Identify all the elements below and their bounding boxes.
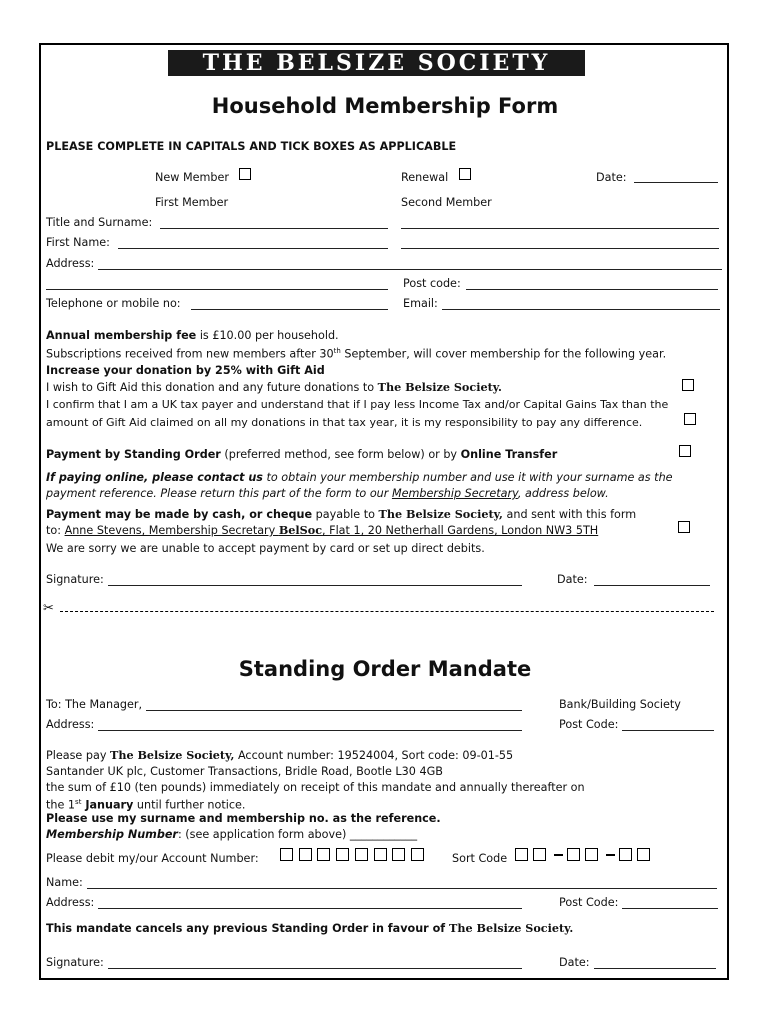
secretary-address-link[interactable] xyxy=(65,524,599,537)
cash-line xyxy=(46,508,636,521)
first-member-heading: First Member xyxy=(155,196,229,209)
society-name: The Belsize Society. xyxy=(377,380,502,394)
mandate-post-code-label: Post Code: xyxy=(559,718,619,731)
post-code-field[interactable] xyxy=(466,289,718,290)
mandate-address2-field[interactable] xyxy=(98,908,522,909)
address-label: Address: xyxy=(46,257,95,270)
title-surname-field-1[interactable] xyxy=(160,228,388,229)
renewal-checkbox[interactable] xyxy=(459,168,471,180)
scissors-icon: ✂ xyxy=(43,601,54,616)
date-field[interactable] xyxy=(634,182,718,183)
fee-label: Annual membership fee xyxy=(46,329,197,342)
please-pay-line xyxy=(46,749,513,762)
date-label: Date: xyxy=(596,171,627,184)
to-manager-label: To: The Manager, xyxy=(46,698,143,711)
cash-end: and sent with this form xyxy=(502,508,637,521)
mandate-date-field[interactable] xyxy=(594,968,716,969)
society-logo: THE BELSIZE SOCIETY xyxy=(168,50,585,76)
gift-aid-heading: Increase your donation by 25% with Gift Aid xyxy=(46,364,325,377)
pay-society: The Belsize Society, xyxy=(110,748,235,762)
subs-suffix: September, will cover membership for the following year. xyxy=(340,347,667,361)
jan-prefix: the 1 xyxy=(46,798,76,812)
mandate-date-label: Date: xyxy=(559,956,590,969)
online-line-2-suffix: , address below. xyxy=(517,487,609,500)
second-member-heading: Second Member xyxy=(401,196,492,209)
gift-aid-line-3: amount of Gift Aid claimed on all my donations in that tax year, it is my responsibility to pay any difference. xyxy=(46,416,643,429)
first-january-line xyxy=(46,796,245,812)
sort-code-digit-box[interactable] xyxy=(637,848,650,861)
sort-code-digit-box[interactable] xyxy=(619,848,632,861)
secretary-address-line xyxy=(46,524,598,537)
telephone-label: Telephone or mobile no: xyxy=(46,297,181,310)
mandate-title: Standing Order Mandate xyxy=(238,657,532,681)
account-digit-box[interactable] xyxy=(317,848,330,861)
standing-order-label: Payment by Standing Order xyxy=(46,448,221,461)
address-field[interactable] xyxy=(98,269,722,270)
subscriptions-note xyxy=(46,345,666,361)
account-digit-box[interactable] xyxy=(280,848,293,861)
online-line-2-prefix: payment reference. Please return this part of the form to our xyxy=(46,487,392,500)
gift-aid-checkbox[interactable] xyxy=(682,379,694,391)
online-contact-bold: If paying online, please contact us xyxy=(46,471,263,484)
online-line-1-rest: to obtain your membership number and use it with your surname as the xyxy=(262,471,673,484)
sort-code-digit-box[interactable] xyxy=(533,848,546,861)
online-line-2 xyxy=(46,487,609,500)
form-title: Household Membership Form xyxy=(211,94,559,118)
address-line-2-field[interactable] xyxy=(46,289,388,290)
address-belsoc: BelSoc xyxy=(278,523,323,537)
no-card-note: We are sorry we are unable to accept payment by card or set up direct debits. xyxy=(46,542,485,555)
account-digit-box[interactable] xyxy=(392,848,405,861)
subs-sup: th xyxy=(333,347,341,355)
address-part-2: , Flat 1, 20 Netherhall Gardens, London NW3 5TH xyxy=(322,524,599,537)
mandate-name-field[interactable] xyxy=(87,888,717,889)
cash-society: The Belsize Society, xyxy=(378,507,503,521)
mandate-address-field[interactable] xyxy=(98,730,522,731)
membership-number-line xyxy=(46,828,417,841)
mandate-post-code2-field[interactable] xyxy=(622,908,718,909)
post-code-label: Post code: xyxy=(403,277,461,290)
subs-prefix: Subscriptions received from new members after 30 xyxy=(46,347,334,361)
mandate-name-label: Name: xyxy=(46,876,83,889)
pay-prefix: Please pay xyxy=(46,749,110,762)
payment-middle: (preferred method, see form below) or by xyxy=(220,448,461,461)
sort-code-separator xyxy=(606,854,615,856)
manager-field[interactable] xyxy=(146,710,522,711)
account-digit-box[interactable] xyxy=(299,848,312,861)
mandate-signature-field[interactable] xyxy=(108,968,522,969)
cash-mid: payable to xyxy=(312,508,379,521)
reference-note: Please use my surname and membership no. as the reference. xyxy=(46,812,441,825)
membership-number-rest: : (see application form above) ____________ xyxy=(177,828,418,841)
account-digit-box[interactable] xyxy=(411,848,424,861)
email-field[interactable] xyxy=(442,309,720,310)
account-digit-box[interactable] xyxy=(336,848,349,861)
online-transfer-label: Online Transfer xyxy=(460,448,558,461)
bank-society-label: Bank/Building Society xyxy=(559,698,681,711)
debit-label: Please debit my/our Account Number: xyxy=(46,852,259,865)
telephone-field[interactable] xyxy=(191,309,388,310)
title-surname-label: Title and Surname: xyxy=(46,216,153,229)
mandate-address2-label: Address: xyxy=(46,896,95,909)
mandate-post-code2-label: Post Code: xyxy=(559,896,619,909)
gift-aid-line-1 xyxy=(46,381,502,394)
signature-label: Signature: xyxy=(46,573,104,586)
sort-code-digit-box[interactable] xyxy=(515,848,528,861)
cancels-society: The Belsize Society. xyxy=(449,921,574,935)
bank-address: Santander UK plc, Customer Transactions, Bridle Road, Bootle L30 4GB xyxy=(46,765,443,778)
gift-aid-confirm-checkbox[interactable] xyxy=(684,413,696,425)
sort-code-digit-box[interactable] xyxy=(567,848,580,861)
online-line-1 xyxy=(46,471,673,484)
title-surname-field-2[interactable] xyxy=(401,228,719,229)
new-member-checkbox[interactable] xyxy=(239,168,251,180)
address-part-1: Anne Stevens, Membership Secretary xyxy=(64,524,279,537)
jan-bold: January xyxy=(81,798,134,812)
sort-code-digit-box[interactable] xyxy=(585,848,598,861)
first-name-label: First Name: xyxy=(46,236,110,249)
cancels-prefix: This mandate cancels any previous Standing Order in favour of xyxy=(46,922,450,935)
email-label: Email: xyxy=(403,297,438,310)
sort-code-label: Sort Code xyxy=(452,852,508,865)
membership-number-label: Membership Number xyxy=(46,828,178,841)
cash-cheque-checkbox[interactable] xyxy=(678,521,690,533)
fee-amount: is £10.00 per household. xyxy=(199,329,339,342)
signature-date-label: Date: xyxy=(557,573,588,586)
gift-aid-prefix: I wish to Gift Aid this donation and any future donations to xyxy=(46,381,378,394)
cash-bold: Payment may be made by cash, or cheque xyxy=(46,508,313,521)
gift-aid-line-2: I confirm that I am a UK tax payer and understand that if I pay less Income Tax and/or Capital Gains Tax than the xyxy=(46,398,669,411)
jan-suffix: until further notice. xyxy=(133,798,246,812)
jan-sup: st xyxy=(75,798,82,806)
signature-date-field[interactable] xyxy=(594,585,710,586)
account-digit-box[interactable] xyxy=(355,848,368,861)
renewal-label: Renewal xyxy=(401,171,449,184)
pay-account: Account number: 19524004, Sort code: 09-01-55 xyxy=(234,749,514,762)
account-digit-box[interactable] xyxy=(374,848,387,861)
cancels-line xyxy=(46,922,573,935)
first-name-field-2[interactable] xyxy=(401,248,719,249)
payment-method-line xyxy=(46,448,557,461)
mandate-address-label: Address: xyxy=(46,718,95,731)
membership-secretary-link[interactable]: Membership Secretary xyxy=(391,487,518,500)
mandate-post-code-field[interactable] xyxy=(622,730,714,731)
new-member-label: New Member xyxy=(155,171,229,184)
sum-line: the sum of £10 (ten pounds) immediately on receipt of this mandate and annually thereafter on xyxy=(46,781,585,794)
fee-line xyxy=(46,329,339,342)
payment-method-checkbox[interactable] xyxy=(679,445,691,457)
mandate-signature-label: Signature: xyxy=(46,956,104,969)
signature-field[interactable] xyxy=(108,585,522,586)
to-prefix: to: xyxy=(46,524,65,537)
cut-line xyxy=(60,611,714,612)
sort-code-separator xyxy=(554,854,563,856)
first-name-field-1[interactable] xyxy=(118,248,388,249)
instructions: PLEASE COMPLETE IN CAPITALS AND TICK BOXES AS APPLICABLE xyxy=(46,140,457,153)
